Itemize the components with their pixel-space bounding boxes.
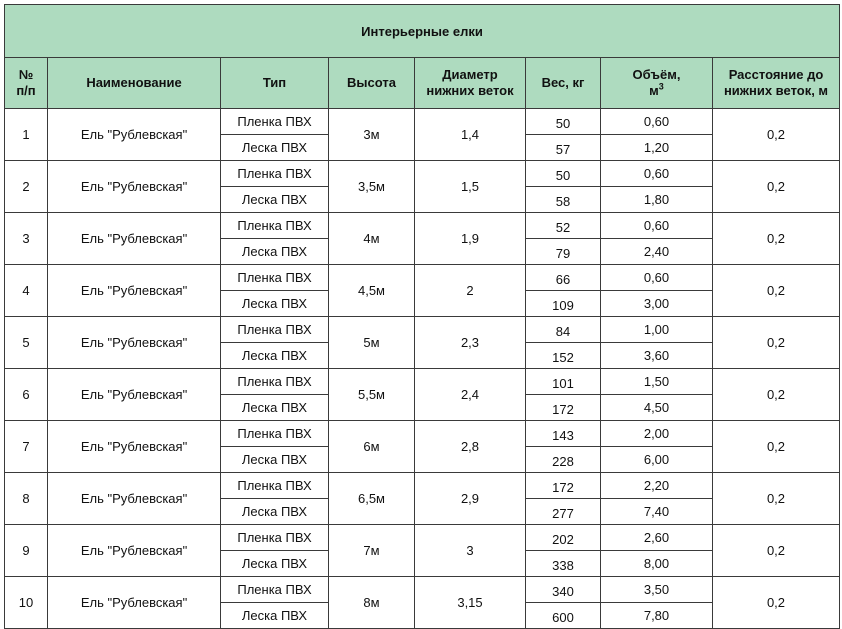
col-header-name: Наименование (48, 58, 221, 109)
cell-type: Леска ПВХ (221, 135, 329, 161)
cell-weight: 52 (526, 213, 601, 239)
cell-distance: 0,2 (713, 369, 840, 421)
cell-type: Пленка ПВХ (221, 109, 329, 135)
col-header-diameter: Диаметр нижних веток (415, 58, 526, 109)
table-row (5, 265, 840, 291)
cell-type: Леска ПВХ (221, 603, 329, 629)
cell-number: 5 (5, 317, 48, 369)
cell-number: 9 (5, 525, 48, 577)
cell-distance: 0,2 (713, 525, 840, 577)
cell-volume: 2,40 (601, 239, 713, 265)
cell-volume: 6,00 (601, 447, 713, 473)
cell-weight: 338 (526, 551, 601, 577)
cell-volume: 1,20 (601, 135, 713, 161)
cell-distance: 0,2 (713, 213, 840, 265)
cell-volume: 3,60 (601, 343, 713, 369)
cell-volume: 4,50 (601, 395, 713, 421)
col-header-height: Высота (329, 58, 415, 109)
cell-weight: 172 (526, 473, 601, 499)
cell-height: 8м (329, 577, 415, 629)
cell-volume: 0,60 (601, 109, 713, 135)
cell-type: Пленка ПВХ (221, 317, 329, 343)
table-row (5, 369, 840, 395)
cell-volume: 0,60 (601, 213, 713, 239)
cell-weight: 101 (526, 369, 601, 395)
cell-diameter: 1,5 (415, 161, 526, 213)
cell-height: 4м (329, 213, 415, 265)
cell-type: Пленка ПВХ (221, 213, 329, 239)
cell-type: Пленка ПВХ (221, 421, 329, 447)
col-header-number: № п/п (5, 58, 48, 109)
cell-volume: 2,60 (601, 525, 713, 551)
cell-type: Пленка ПВХ (221, 265, 329, 291)
cell-name: Ель "Рублевская" (48, 525, 221, 577)
cell-diameter: 1,9 (415, 213, 526, 265)
cell-height: 4,5м (329, 265, 415, 317)
cell-weight: 340 (526, 577, 601, 603)
table-title: Интерьерные елки (5, 5, 840, 58)
cell-height: 3м (329, 109, 415, 161)
cell-volume: 0,60 (601, 161, 713, 187)
cell-name: Ель "Рублевская" (48, 161, 221, 213)
cell-name: Ель "Рублевская" (48, 265, 221, 317)
cell-weight: 109 (526, 291, 601, 317)
cell-number: 2 (5, 161, 48, 213)
header-row (5, 58, 840, 109)
cell-volume: 2,00 (601, 421, 713, 447)
cell-distance: 0,2 (713, 473, 840, 525)
cell-name: Ель "Рублевская" (48, 421, 221, 473)
cell-number: 8 (5, 473, 48, 525)
cell-weight: 202 (526, 525, 601, 551)
cell-type: Леска ПВХ (221, 395, 329, 421)
cell-name: Ель "Рублевская" (48, 369, 221, 421)
cell-distance: 0,2 (713, 577, 840, 629)
cell-name: Ель "Рублевская" (48, 473, 221, 525)
cell-type: Леска ПВХ (221, 291, 329, 317)
cell-distance: 0,2 (713, 161, 840, 213)
cell-diameter: 2,3 (415, 317, 526, 369)
cell-diameter: 3,15 (415, 577, 526, 629)
cell-weight: 143 (526, 421, 601, 447)
cell-number: 4 (5, 265, 48, 317)
cell-weight: 228 (526, 447, 601, 473)
cell-weight: 84 (526, 317, 601, 343)
cell-weight: 152 (526, 343, 601, 369)
cell-weight: 277 (526, 499, 601, 525)
cell-diameter: 2,4 (415, 369, 526, 421)
cell-type: Леска ПВХ (221, 187, 329, 213)
cell-distance: 0,2 (713, 109, 840, 161)
cell-volume: 7,80 (601, 603, 713, 629)
cell-volume: 1,50 (601, 369, 713, 395)
cell-name: Ель "Рублевская" (48, 213, 221, 265)
cell-type: Пленка ПВХ (221, 369, 329, 395)
cell-height: 5м (329, 317, 415, 369)
cell-number: 1 (5, 109, 48, 161)
table-row (5, 473, 840, 499)
cell-volume: 7,40 (601, 499, 713, 525)
cell-type: Пленка ПВХ (221, 525, 329, 551)
cell-weight: 79 (526, 239, 601, 265)
cell-volume: 8,00 (601, 551, 713, 577)
col-header-distance: Расстояние до нижних веток, м (713, 58, 840, 109)
table-row (5, 421, 840, 447)
cell-weight: 600 (526, 603, 601, 629)
table-row (5, 109, 840, 135)
table-body (5, 109, 840, 629)
cell-height: 6,5м (329, 473, 415, 525)
cell-name: Ель "Рублевская" (48, 109, 221, 161)
cell-number: 3 (5, 213, 48, 265)
cell-type: Леска ПВХ (221, 499, 329, 525)
cell-diameter: 2,9 (415, 473, 526, 525)
cell-height: 6м (329, 421, 415, 473)
cell-number: 6 (5, 369, 48, 421)
cell-height: 5,5м (329, 369, 415, 421)
title-row (5, 5, 840, 58)
cell-type: Пленка ПВХ (221, 161, 329, 187)
cell-volume: 2,20 (601, 473, 713, 499)
cell-number: 10 (5, 577, 48, 629)
cell-weight: 50 (526, 161, 601, 187)
cell-weight: 172 (526, 395, 601, 421)
cell-number: 7 (5, 421, 48, 473)
cell-type: Леска ПВХ (221, 239, 329, 265)
cell-volume: 3,00 (601, 291, 713, 317)
table-row (5, 161, 840, 187)
col-header-type: Тип (221, 58, 329, 109)
cell-type: Леска ПВХ (221, 551, 329, 577)
col-header-weight: Вес, кг (526, 58, 601, 109)
cell-diameter: 1,4 (415, 109, 526, 161)
cell-type: Пленка ПВХ (221, 577, 329, 603)
cell-name: Ель "Рублевская" (48, 577, 221, 629)
cell-weight: 66 (526, 265, 601, 291)
cell-name: Ель "Рублевская" (48, 317, 221, 369)
cell-diameter: 3 (415, 525, 526, 577)
col-header-volume: Объём, $м^3$ (601, 58, 713, 109)
cell-volume: 1,80 (601, 187, 713, 213)
cell-volume: 3,50 (601, 577, 713, 603)
table-row (5, 577, 840, 603)
cell-diameter: 2,8 (415, 421, 526, 473)
trees-table (4, 4, 840, 629)
cell-distance: 0,2 (713, 317, 840, 369)
cell-type: Леска ПВХ (221, 447, 329, 473)
cell-height: 7м (329, 525, 415, 577)
table-row (5, 525, 840, 551)
cell-weight: 57 (526, 135, 601, 161)
cell-weight: 50 (526, 109, 601, 135)
cell-type: Леска ПВХ (221, 343, 329, 369)
cell-distance: 0,2 (713, 421, 840, 473)
cell-diameter: 2 (415, 265, 526, 317)
table-row (5, 317, 840, 343)
cell-volume: 0,60 (601, 265, 713, 291)
cell-height: 3,5м (329, 161, 415, 213)
cell-type: Пленка ПВХ (221, 473, 329, 499)
cell-weight: 58 (526, 187, 601, 213)
cell-volume: 1,00 (601, 317, 713, 343)
cell-distance: 0,2 (713, 265, 840, 317)
table-row (5, 213, 840, 239)
